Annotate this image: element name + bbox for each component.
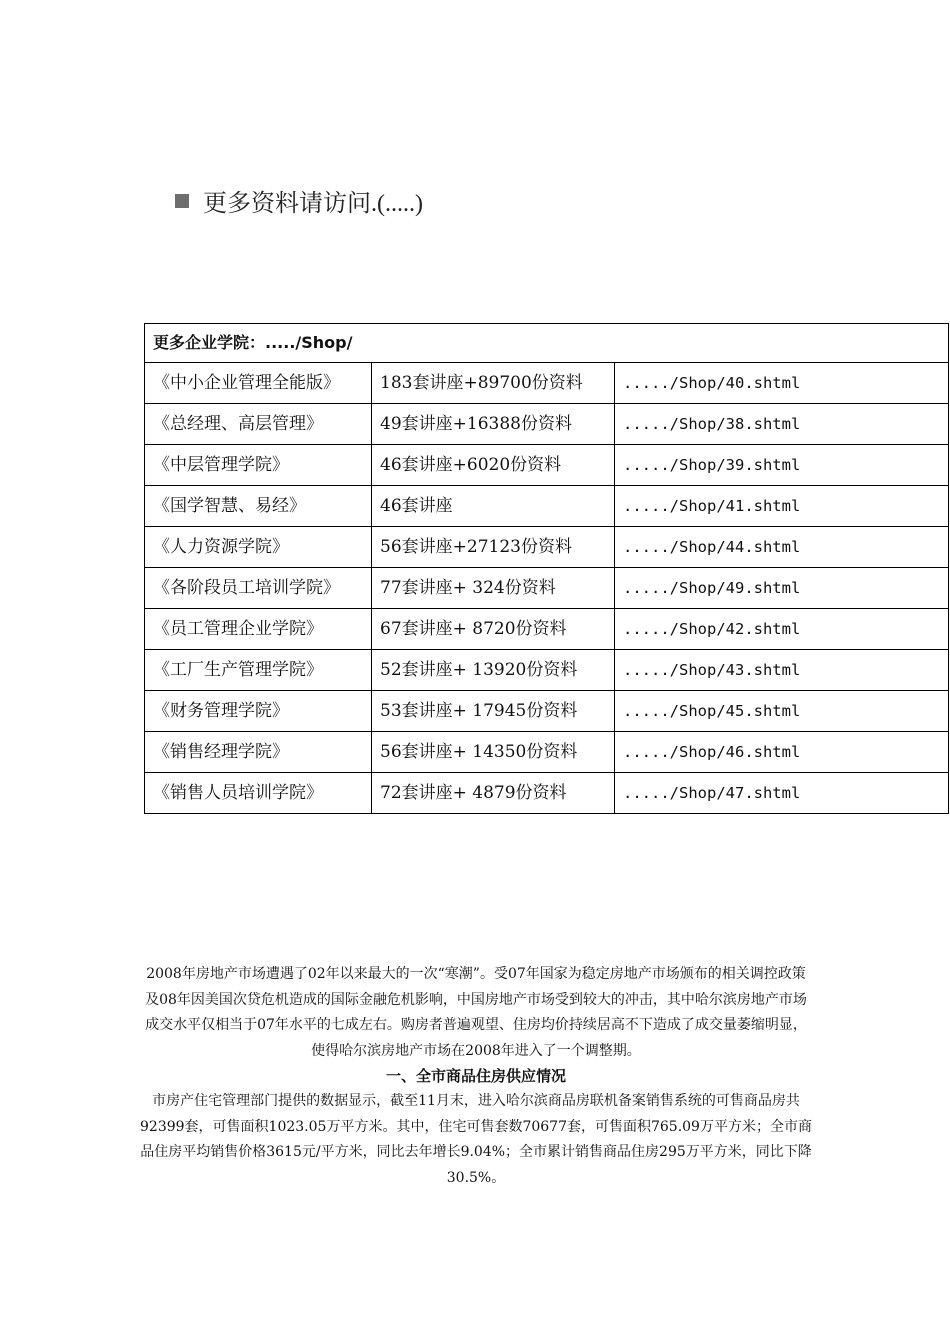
course-name: 《销售人员培训学院》 [145,773,372,814]
square-bullet-icon [175,194,189,208]
table-header-cell: 更多企业学院：...../Shop/ [145,324,949,363]
course-content: 67套讲座+ 8720份资料 [372,609,615,650]
table-row [145,445,949,486]
table-row [145,363,949,404]
table-row [145,486,949,527]
course-link[interactable]: ...../Shop/43.shtml [615,650,949,691]
course-name: 《中小企业管理全能版》 [145,363,372,404]
course-link[interactable]: ...../Shop/49.shtml [615,568,949,609]
course-name: 《各阶段员工培训学院》 [145,568,372,609]
course-name: 《国学智慧、易经》 [145,486,372,527]
course-link[interactable]: ...../Shop/45.shtml [615,691,949,732]
table-row [145,404,949,445]
course-name: 《销售经理学院》 [145,732,372,773]
course-link[interactable]: ...../Shop/44.shtml [615,527,949,568]
section-title: 一、全市商品住房供应情况 [385,1067,566,1085]
course-link[interactable]: ...../Shop/40.shtml [615,363,949,404]
course-content: 46套讲座 [372,486,615,527]
course-content: 52套讲座+ 13920份资料 [372,650,615,691]
article-body [140,962,812,1191]
more-info-banner [175,183,423,218]
course-link[interactable]: ...../Shop/38.shtml [615,404,949,445]
banner-text: 更多资料请访问.(.....) [203,191,423,217]
course-content: 49套讲座+16388份资料 [372,404,615,445]
table-row [145,773,949,814]
table-row [145,691,949,732]
course-name: 《财务管理学院》 [145,691,372,732]
table-row [145,732,949,773]
course-link[interactable]: ...../Shop/46.shtml [615,732,949,773]
course-content: 46套讲座+6020份资料 [372,445,615,486]
table-row [145,650,949,691]
table-row [145,568,949,609]
course-link[interactable]: ...../Shop/42.shtml [615,609,949,650]
course-content: 53套讲座+ 17945份资料 [372,691,615,732]
courses-table [144,323,949,814]
course-name: 《人力资源学院》 [145,527,372,568]
table-row [145,527,949,568]
table-header-row [145,324,949,363]
course-content: 72套讲座+ 4879份资料 [372,773,615,814]
course-link[interactable]: ...../Shop/41.shtml [615,486,949,527]
intro-paragraph: 2008年房地产市场遭遇了02年以来最大的一次“寒潮”。受07年国家为稳定房地产市场颁布的相关调控政策及08年因美国次贷危机造成的国际金融危机影响，中国房地产市场受到较大的冲击，其中哈尔滨房地产市场成交水平仅相当于07年水平的七成左右。购房者普遍观望、住房均价持续居高不下造成了成交量萎缩明显，使得哈尔滨房地产市场在2008年进入了一个调整期。 [145,966,807,1059]
course-content: 183套讲座+89700份资料 [372,363,615,404]
table-row [145,609,949,650]
course-content: 56套讲座+ 14350份资料 [372,732,615,773]
course-name: 《工厂生产管理学院》 [145,650,372,691]
course-name: 《中层管理学院》 [145,445,372,486]
course-link[interactable]: ...../Shop/47.shtml [615,773,949,814]
course-link[interactable]: ...../Shop/39.shtml [615,445,949,486]
course-content: 77套讲座+ 324份资料 [372,568,615,609]
course-content: 56套讲座+27123份资料 [372,527,615,568]
section-paragraph: 市房产住宅管理部门提供的数据显示，截至11月末，进入哈尔滨商品房联机备案销售系统的可售商品房共92399套，可售面积1023.05万平方米。其中，住宅可售套数70677套，可售面积765.09万平方米；全市商品住房平均销售价格3615元/平方米，同比去年增长9.04%；全市累计销售商品住房295万平方米，同比下降30.5%。 [140,1093,812,1186]
course-name: 《总经理、高层管理》 [145,404,372,445]
course-name: 《员工管理企业学院》 [145,609,372,650]
